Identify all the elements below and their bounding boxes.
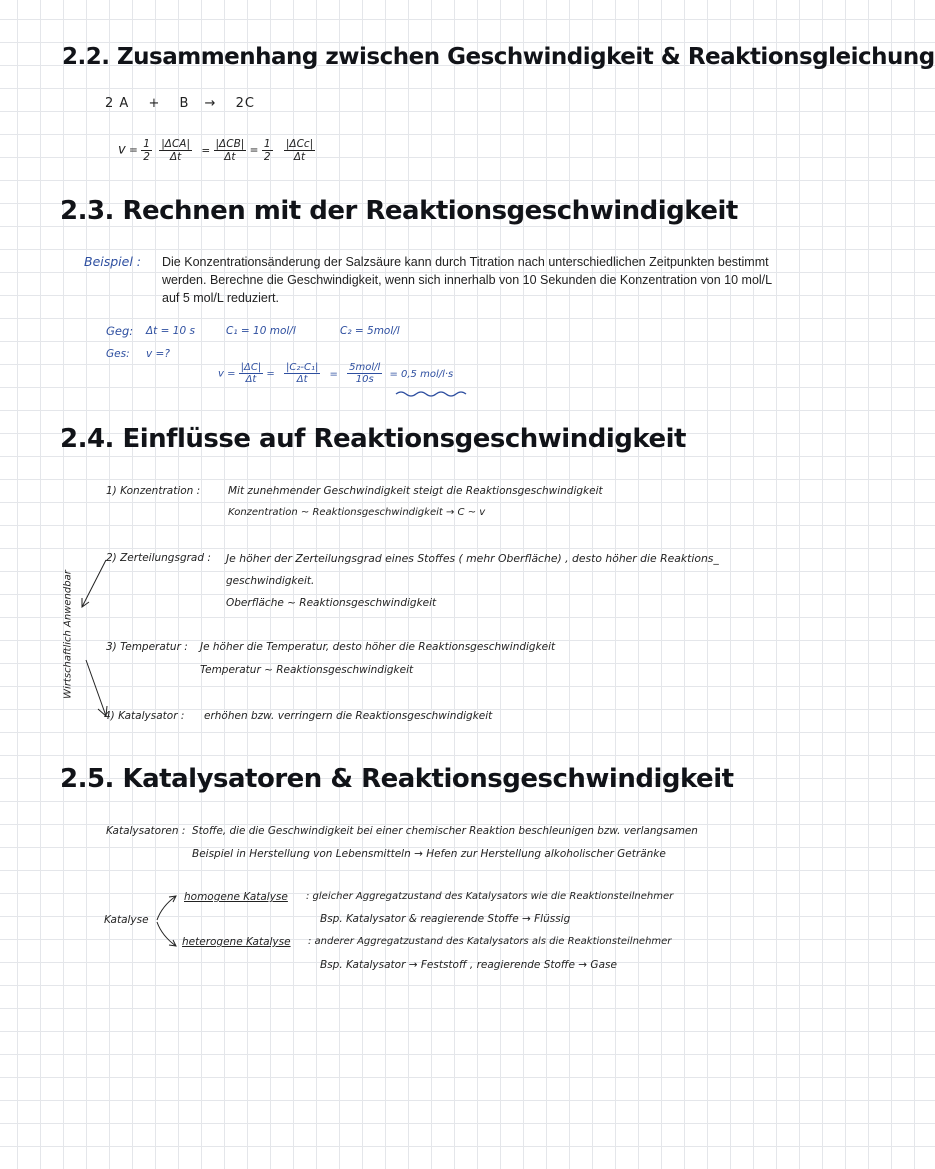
rate-delta-c: $\frac{\text{|ΔCc|}}{\Delta t}$: [285, 138, 314, 163]
homogen-title: homogene Katalyse: [184, 891, 288, 903]
item-3-text: Je höher die Temperatur, desto höher die Reaktionsgeschwindigkeit: [200, 641, 556, 653]
item-4-label: 4) Katalysator :: [104, 710, 185, 722]
homogen-text: : gleicher Aggregatzustand des Katalysators wie die Reaktionsteilnehmer: [306, 891, 674, 902]
arrow-to-item-2-head: [82, 598, 89, 607]
rate-delta-b: $\frac{\text{|ΔCB|}}{\Delta t}$: [215, 138, 245, 163]
heterogen-text: : anderer Aggregatzustand des Katalysators als die Reaktionsteilnehmer: [308, 936, 672, 947]
eq-reactant-b: B: [179, 96, 190, 111]
katalyse-branch-down-head: [169, 940, 176, 946]
item-2-label: 2) Zerteilungsgrad :: [106, 552, 211, 564]
eq-reactant-a: 2 A: [105, 96, 130, 111]
item-1-sub: Konzentration ~ Reaktionsgeschwindigkeit → C ~ v: [228, 507, 486, 518]
heterogen-title: heterogene Katalyse: [182, 936, 291, 948]
homogen-bsp: Bsp. Katalysator & reagierende Stoffe → Flüssig: [320, 913, 571, 925]
calc-formula: [218, 362, 453, 385]
heading-2-3: 2.3. Rechnen mit der Reaktionsgeschwindigkeit: [60, 196, 738, 226]
geg-c1: C₁ = 10 mol/l: [226, 325, 296, 337]
beispiel-label: Beispiel :: [84, 254, 142, 269]
heading-2-2: 2.2. Zusammenhang zwischen Geschwindigkeit & Reaktionsgleichung: [62, 44, 935, 70]
katalyse-branch-up: [157, 896, 176, 920]
calc-v: v =: [218, 368, 236, 380]
eq-product-c: 2C: [235, 96, 255, 111]
katalyse-branch-up-head: [169, 896, 176, 902]
katalysatoren-label: Katalysatoren :: [106, 825, 186, 837]
rate-factor-2: $\frac{1}{2}$: [263, 138, 271, 163]
ges-label: Ges:: [106, 348, 130, 360]
heterogen-bsp: Bsp. Katalysator → Feststoff , reagierende Stoffe → Gase: [320, 959, 617, 971]
item-2-text: Je höher der Zerteilungsgrad eines Stoffes ( mehr Oberfläche) , desto höher die Reaktions_: [226, 552, 719, 565]
katalysatoren-example: Beispiel in Herstellung von Lebensmitteln → Hefen zur Herstellung alkoholischer Getränke: [192, 848, 666, 860]
item-3-sub: Temperatur ~ Reaktionsgeschwindigkeit: [200, 664, 414, 676]
rate-factor-1: $\frac{1}{2}$: [143, 138, 150, 163]
rate-v: v: [118, 142, 126, 158]
geg-dt: Δt = 10 s: [146, 325, 195, 337]
item-2-text-cont: geschwindigkeit.: [226, 575, 315, 587]
rate-eq-3: =: [249, 144, 259, 157]
katalysatoren-text: Stoffe, die die Geschwindigkeit bei einer chemischer Reaktion beschleunigen bzw. verlangsamen: [192, 825, 698, 837]
ges-v: v =?: [146, 348, 170, 360]
reaction-equation: [105, 96, 255, 111]
eq-arrow: →: [204, 96, 217, 111]
result-underline: [396, 392, 466, 396]
arrow-to-item-2: [82, 560, 106, 607]
katalyse-label: Katalyse: [104, 914, 149, 926]
beispiel-text: Die Konzentrationsänderung der Salzsäure kann durch Titration nach unterschiedlichen Zeitpunkten bestimmt werden. Berechne die Geschwindigkeit, wenn sich innerhalb von 10 Sekunden die Konzentration von 10 mol/L auf 5 mol/L reduziert.: [162, 255, 772, 305]
item-1-text: Mit zunehmender Geschwindigkeit steigt die Reaktionsgeschwindigkeit: [228, 485, 603, 497]
rate-eq-2: =: [201, 144, 211, 157]
rate-eq-1: =: [129, 144, 138, 157]
rate-formula: [118, 138, 315, 163]
heading-2-5: 2.5. Katalysatoren & Reaktionsgeschwindigkeit: [60, 764, 734, 794]
geg-label: Geg:: [106, 324, 134, 338]
eq-plus: +: [148, 96, 161, 111]
side-label-wirtschaftlich: Wirtschaftlich Anwendbar: [62, 570, 74, 699]
calc-frac-c: $\frac{\text{5mol/l}}{10s}$: [349, 362, 381, 385]
arrow-to-item-4: [86, 660, 106, 716]
heading-2-4: 2.4. Einflüsse auf Reaktionsgeschwindigkeit: [60, 424, 686, 454]
calc-frac-a: $\frac{|\Delta C|}{\Delta t}$: [240, 362, 262, 385]
calc-frac-b: $\frac{\text{|C₂-C₁|}}{\Delta t}$: [286, 362, 319, 385]
geg-c2: C₂ = 5mol/l: [340, 325, 400, 337]
item-3-label: 3) Temperatur :: [106, 641, 188, 653]
calc-eq-1: =: [266, 368, 275, 380]
item-2-sub: Oberfläche ~ Reaktionsgeschwindigkeit: [226, 597, 437, 609]
rate-delta-a: $\frac{\text{|ΔCA|}}{\Delta t}$: [161, 138, 191, 163]
calc-eq-2: =: [329, 368, 338, 380]
calc-result: = 0,5 mol/l·s: [389, 368, 454, 380]
item-1-label: 1) Konzentration :: [106, 485, 201, 497]
item-4-text: erhöhen bzw. verringern die Reaktionsgeschwindigkeit: [204, 710, 493, 722]
katalyse-branch-down: [157, 922, 176, 946]
